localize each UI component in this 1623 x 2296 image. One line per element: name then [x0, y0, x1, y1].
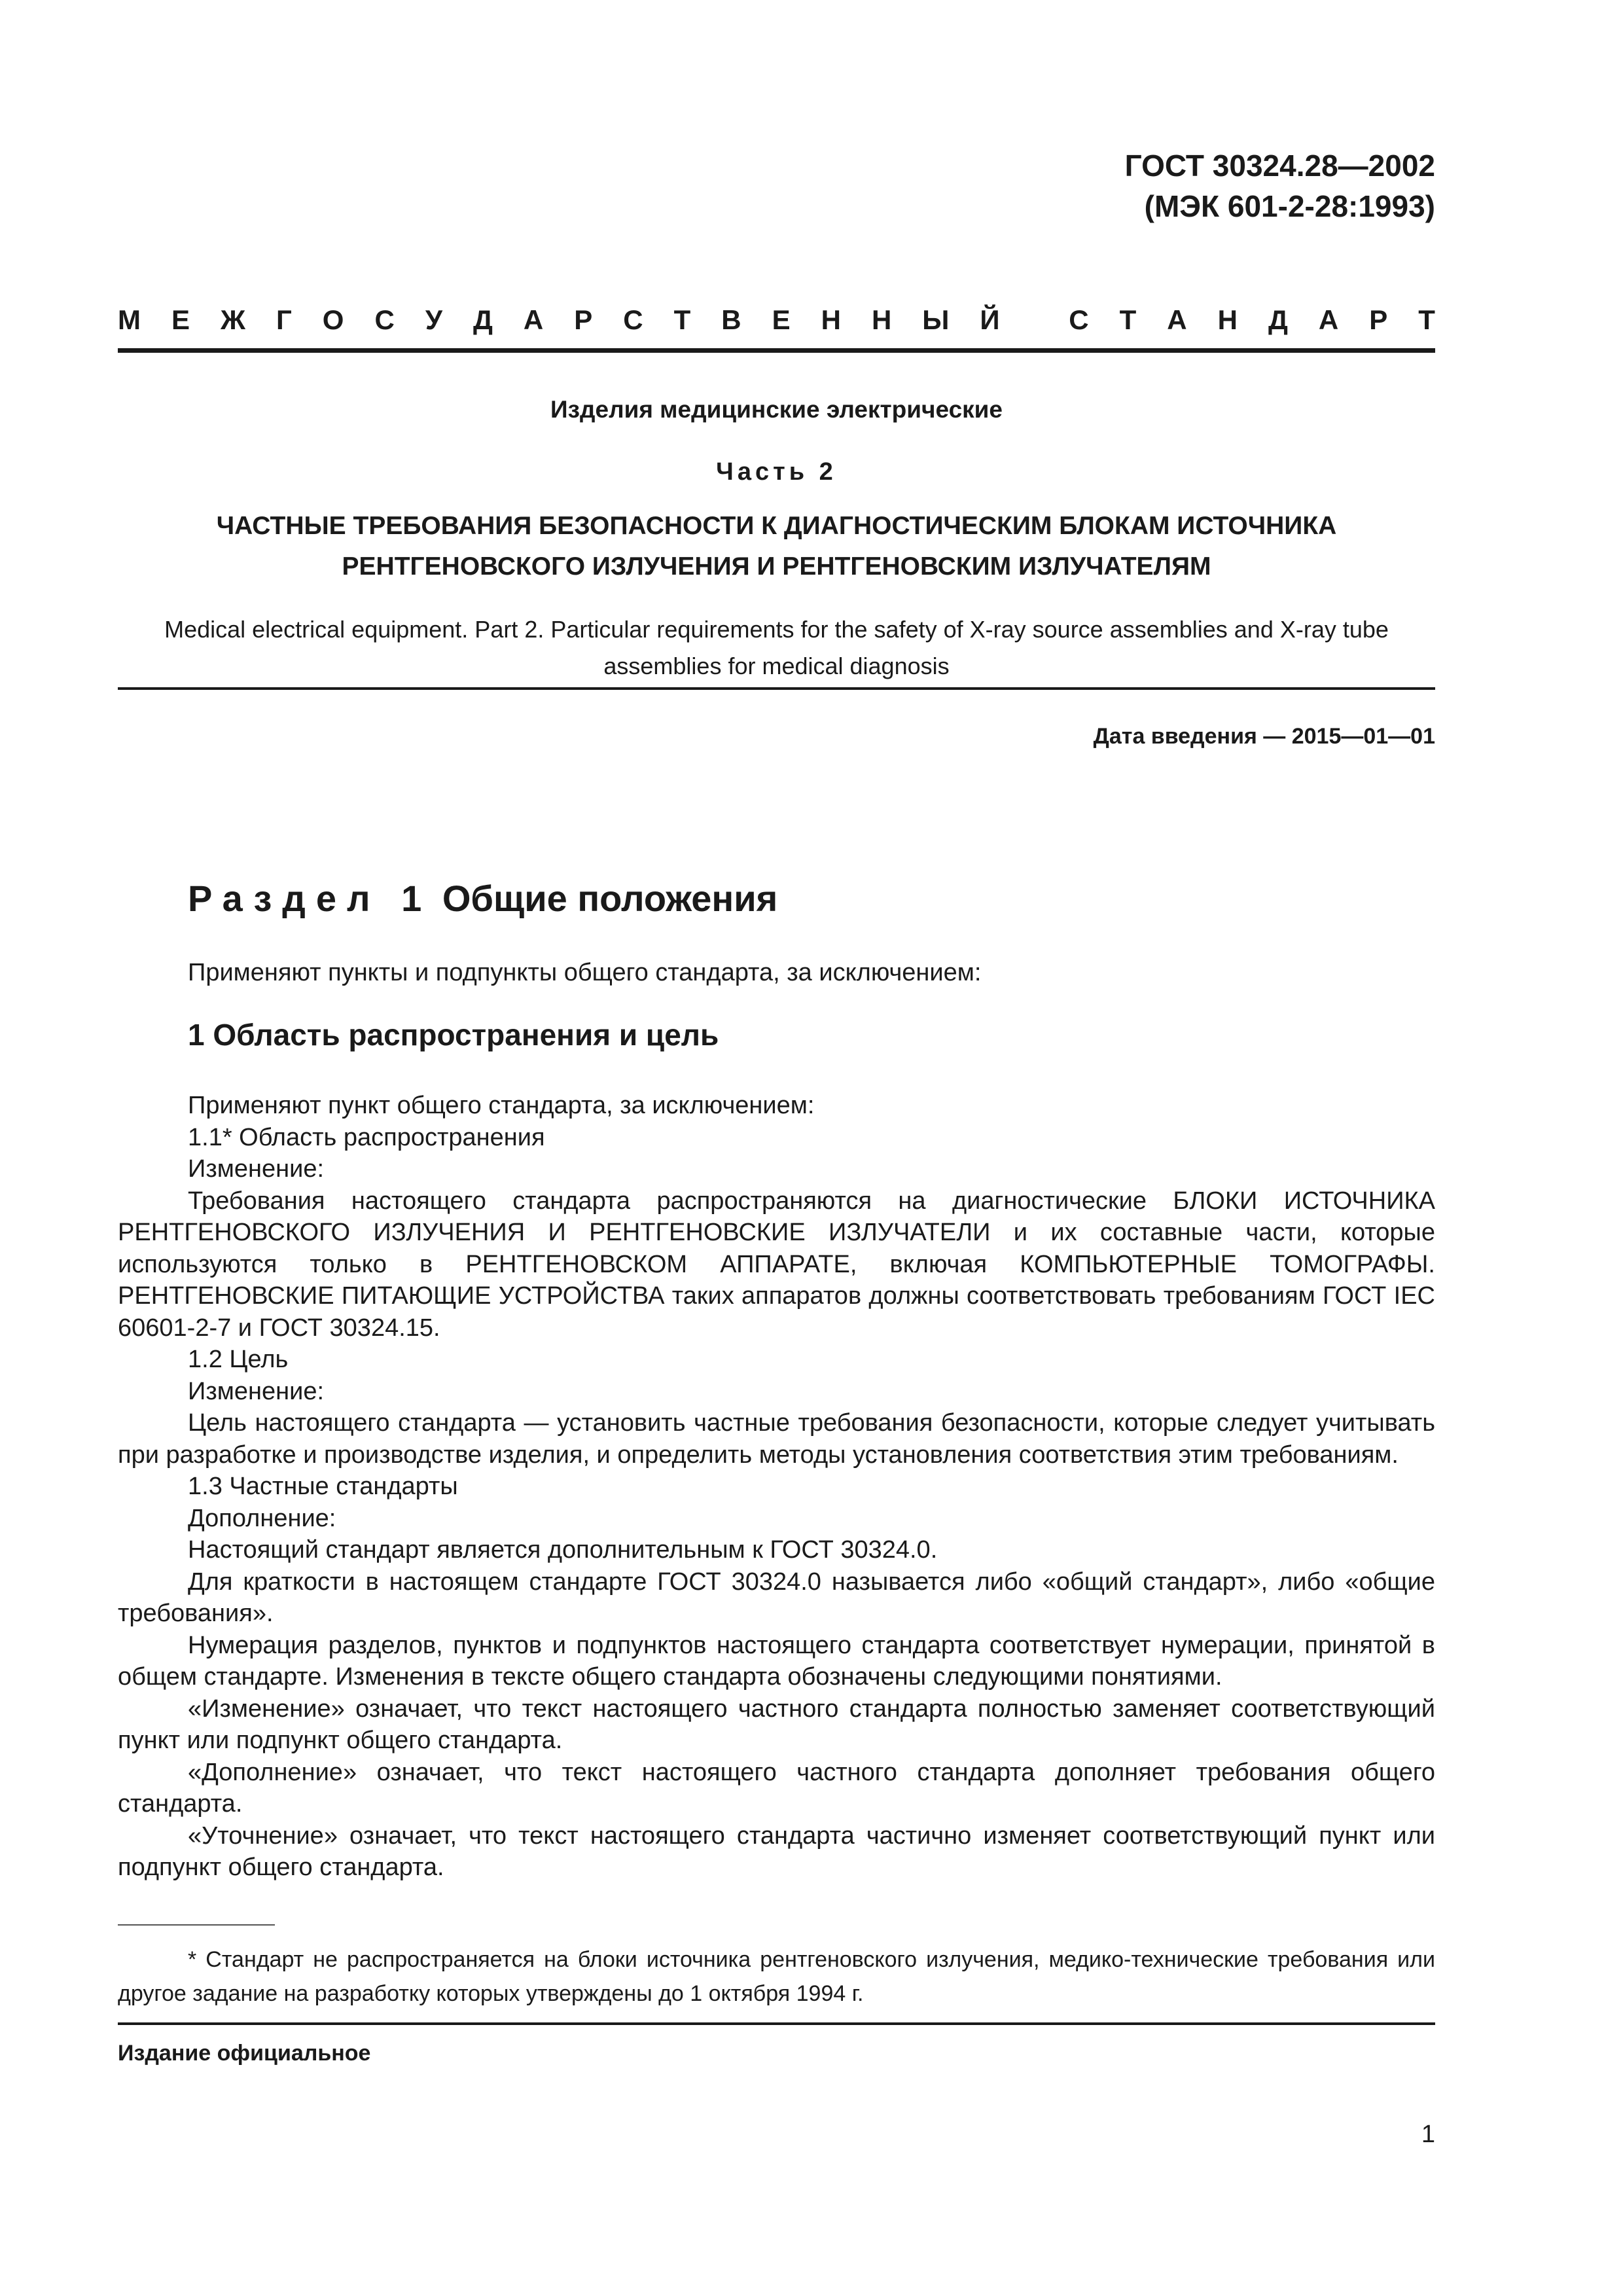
clause-body: [118, 1090, 1435, 1884]
heading-letter: Й: [980, 304, 1000, 335]
paragraph: 1.3 Частные стандарты: [188, 1473, 458, 1500]
clause-heading: 1 Область распространения и цель: [188, 1018, 719, 1052]
heading-letter: Т: [673, 304, 691, 335]
heading-letter: Т: [1418, 304, 1435, 335]
footer-rule: [118, 2022, 1435, 2025]
paragraph: 1.1* Область распространения: [188, 1123, 545, 1151]
heading-letter: У: [425, 304, 442, 335]
paragraph: 1.2 Цель: [188, 1346, 289, 1373]
interstate-standard-heading: [118, 304, 1435, 336]
paragraph: Дополнение:: [188, 1504, 336, 1532]
heading-letter: Ж: [221, 304, 245, 335]
paragraph: «Изменение» означает, что текст настоящего частного стандарта полностью заменяет соответствующий пункт или подпункт общего стандарта.: [118, 1695, 1435, 1754]
heading-letter: В: [721, 304, 741, 335]
part-label: Часть 2: [716, 458, 837, 486]
subtitle-line-2: РЕНТГЕНОВСКОГО ИЗЛУЧЕНИЯ И РЕНТГЕНОВСКИМ ИЗЛУЧАТЕЛЯМ: [342, 552, 1211, 581]
heading-letter: А: [1167, 304, 1187, 335]
section-label: Раздел 1: [188, 878, 433, 919]
heading-letter: Н: [1217, 304, 1238, 335]
heading-letter: Р: [574, 304, 593, 335]
heading-letter: С: [1069, 304, 1089, 335]
english-title: [118, 611, 1435, 685]
heading-letter: А: [523, 304, 544, 335]
paragraph: Цель настоящего стандарта — установить частные требования безопасности, которые следует учитывать при разработке и производстве изделия, и определить методы установления соответствия этим требованиям.: [118, 1409, 1435, 1469]
word-gap: [1031, 304, 1039, 336]
paragraph: Для краткости в настоящем стандарте ГОСТ 30324.0 называется либо «общий стандарт», либо «общие требования».: [118, 1568, 1435, 1627]
english-title-line-1: Medical electrical equipment. Part 2. Particular requirements for the safety of X-ray source assemblies and X-ray tube: [164, 616, 1389, 643]
iec-number: (МЭК 601-2-28:1993): [1144, 189, 1435, 223]
heading-letter: Д: [473, 304, 493, 335]
heading-letter: С: [374, 304, 395, 335]
paragraph: Требования настоящего стандарта распространяются на диагностические БЛОКИ ИСТОЧНИКА РЕНТГЕНОВСКОГО ИЗЛУЧЕНИЯ И РЕНТГЕНОВСКИЕ ИЗЛУЧАТЕЛИ и их составные части, которые используются только в РЕНТГЕНОВСКОМ АППАРАТЕ, включая КОМПЬЮТЕРНЫЕ ТОМОГРАФЫ. РЕНТГЕНОВСКИЕ ПИТАЮЩИЕ УСТРОЙСТВА таких аппаратов должны соответствовать требованиям ГОСТ IEC 60601-2-7 и ГОСТ 30324.15.: [118, 1187, 1435, 1342]
heading-letter: Е: [772, 304, 791, 335]
heading-letter: Г: [276, 304, 292, 335]
english-title-line-2: assemblies for medical diagnosis: [603, 653, 950, 679]
heading-letter: Е: [171, 304, 190, 335]
heading-letter: Т: [1119, 304, 1137, 335]
heading-letter: А: [1318, 304, 1339, 335]
doc-number: ГОСТ 30324.28—2002: [1124, 149, 1435, 183]
heading-rule: [118, 348, 1435, 353]
section-heading: [188, 877, 777, 920]
section-intro: Применяют пункты и подпункты общего стандарта, за исключением:: [188, 959, 982, 986]
page-number: 1: [1421, 2121, 1435, 2148]
paragraph: «Уточнение» означает, что текст настоящего стандарта частично изменяет соответствующий пункт или подпункт общего стандарта.: [118, 1821, 1435, 1881]
heading-letter: Р: [1369, 304, 1388, 335]
document-number-block: [1125, 145, 1435, 226]
footnote-separator: [118, 1924, 275, 1926]
paragraph: Применяют пункт общего стандарта, за исключением:: [188, 1092, 815, 1119]
heading-letter: Н: [821, 304, 841, 335]
official-edition-label: Издание официальное: [118, 2041, 371, 2066]
paragraph: Изменение:: [188, 1155, 325, 1183]
section-title: Общие положения: [442, 878, 778, 919]
introduction-date: Дата введения — 2015—01—01: [1093, 724, 1435, 749]
product-title: Изделия медицинские электрические: [550, 396, 1003, 423]
subtitle-line-1: ЧАСТНЫЕ ТРЕБОВАНИЯ БЕЗОПАСНОСТИ К ДИАГНОСТИЧЕСКИМ БЛОКАМ ИСТОЧНИКА: [216, 512, 1337, 540]
title-rule: [118, 687, 1435, 690]
heading-letter: С: [623, 304, 643, 335]
paragraph: Настоящий стандарт является дополнительным к ГОСТ 30324.0.: [188, 1536, 938, 1564]
document-subtitle: [118, 506, 1435, 587]
footnote: * Стандарт не распространяется на блоки источника рентгеновского излучения, медико-технические требования или другое задание на разработку которых утверждены до 1 октября 1994 г.: [118, 1947, 1435, 2006]
heading-letter: О: [322, 304, 344, 335]
heading-letter: М: [118, 304, 141, 335]
paragraph: Изменение:: [188, 1377, 325, 1405]
heading-letter: Д: [1268, 304, 1288, 335]
paragraph: Нумерация разделов, пунктов и подпунктов настоящего стандарта соответствует нумерации, принятой в общем стандарте. Изменения в тексте общего стандарта обозначены следующими понятиями.: [118, 1631, 1435, 1691]
paragraph: «Дополнение» означает, что текст настоящего частного стандарта дополняет требования общего стандарта.: [118, 1758, 1435, 1818]
heading-letter: Ы: [922, 304, 950, 335]
heading-letter: Н: [871, 304, 892, 335]
